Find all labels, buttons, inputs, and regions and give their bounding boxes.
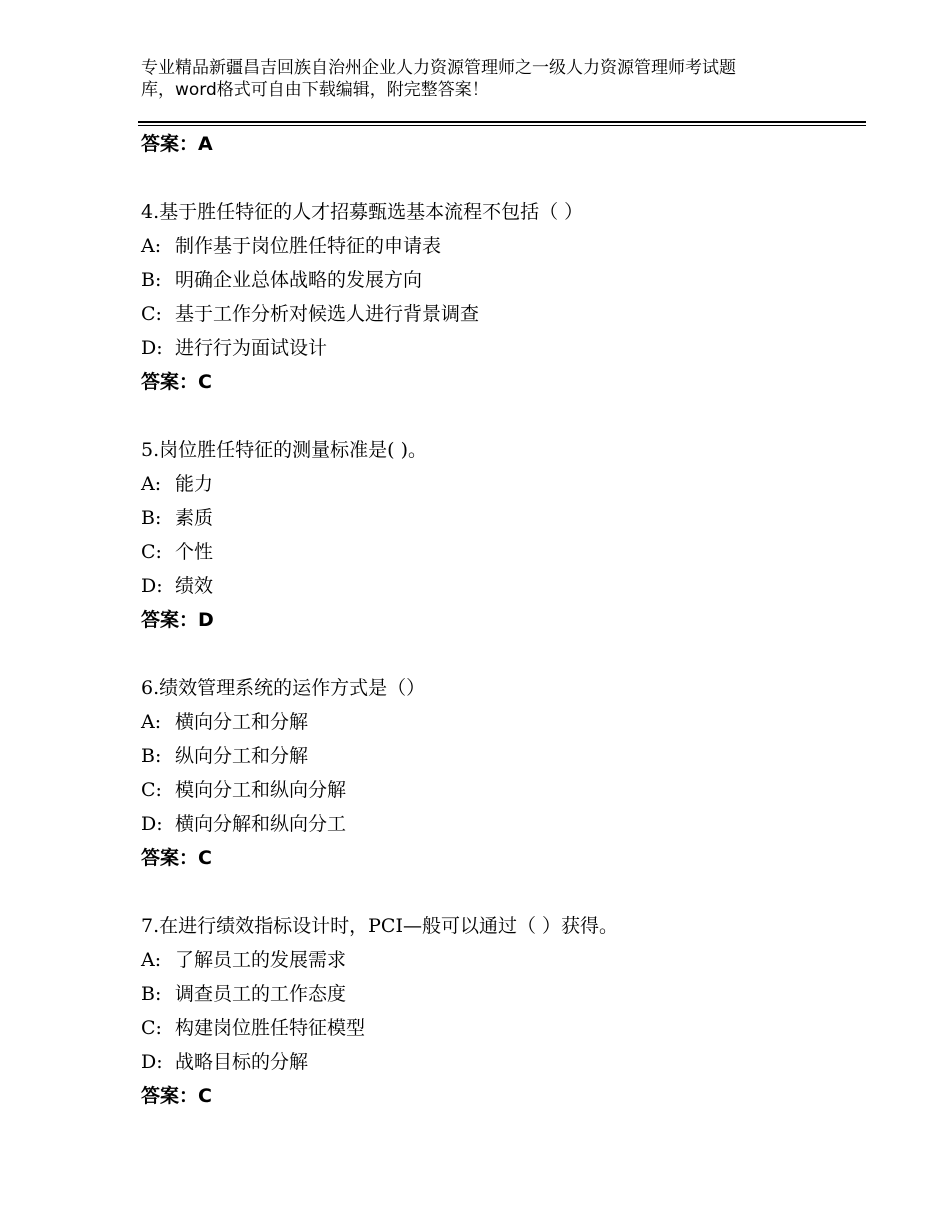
- option-letter: B:: [141, 269, 162, 291]
- question-block: [141, 909, 861, 1113]
- option-d: [141, 1045, 861, 1079]
- option-text: 能力: [175, 473, 214, 495]
- option-text: 绩效: [175, 575, 214, 597]
- document-header: [141, 57, 821, 101]
- option-letter: A:: [141, 949, 162, 971]
- option-c: [141, 1011, 861, 1045]
- option-c: [141, 773, 861, 807]
- option-c: [141, 535, 861, 569]
- option-text: 个性: [175, 541, 214, 563]
- option-text: 素质: [175, 507, 214, 529]
- option-text: 调查员工的工作态度: [175, 983, 347, 1005]
- option-text: 纵向分工和分解: [175, 745, 309, 767]
- answer-line: 答案：C: [141, 371, 212, 393]
- option-text: 制作基于岗位胜任特征的申请表: [175, 235, 442, 257]
- option-letter: D:: [141, 813, 163, 835]
- option-b: [141, 263, 861, 297]
- option-d: [141, 807, 861, 841]
- option-letter: C:: [141, 541, 162, 563]
- answer-line: 答案：C: [141, 847, 212, 869]
- option-letter: D:: [141, 575, 163, 597]
- option-letter: C:: [141, 779, 162, 801]
- option-text: 横向分工和分解: [175, 711, 309, 733]
- question-text: 6.绩效管理系统的运作方式是（）: [141, 677, 426, 699]
- answer-line: 答案：A: [141, 133, 213, 155]
- option-a: [141, 943, 861, 977]
- option-text: 模向分工和纵向分解: [175, 779, 347, 801]
- question-block: [141, 671, 861, 875]
- header-divider-thick: [138, 121, 866, 123]
- question-text: 4.基于胜任特征的人才招募甄选基本流程不包括（ ）: [141, 201, 584, 223]
- header-divider-thin: [138, 125, 866, 126]
- question-list: [141, 127, 861, 1147]
- option-b: [141, 739, 861, 773]
- question-text: 7.在进行绩效指标设计时，PCI—般可以通过（ ）获得。: [141, 915, 618, 937]
- option-text: 横向分解和纵向分工: [175, 813, 347, 835]
- option-text: 战略目标的分解: [175, 1051, 309, 1073]
- header-line-1: 专业精品新疆昌吉回族自治州企业人力资源管理师之一级人力资源管理师考试题: [141, 58, 736, 78]
- option-letter: A:: [141, 711, 162, 733]
- question-block: [141, 433, 861, 637]
- option-text: 明确企业总体战略的发展方向: [175, 269, 423, 291]
- option-a: [141, 705, 861, 739]
- option-letter: B:: [141, 983, 162, 1005]
- option-b: [141, 501, 861, 535]
- option-a: [141, 229, 861, 263]
- option-d: [141, 331, 861, 365]
- answer-line: 答案：D: [141, 609, 214, 631]
- option-text: 构建岗位胜任特征模型: [175, 1017, 366, 1039]
- option-letter: D:: [141, 337, 163, 359]
- answer-line: 答案：C: [141, 1085, 212, 1107]
- option-text: 了解员工的发展需求: [175, 949, 347, 971]
- option-letter: C:: [141, 1017, 162, 1039]
- option-letter: B:: [141, 507, 162, 529]
- option-a: [141, 467, 861, 501]
- option-letter: A:: [141, 235, 162, 257]
- option-c: [141, 297, 861, 331]
- header-line-2: 库，word格式可自由下载编辑，附完整答案！: [141, 80, 489, 100]
- option-letter: A:: [141, 473, 162, 495]
- question-text: 5.岗位胜任特征的测量标准是( )。: [141, 439, 427, 461]
- option-text: 进行行为面试设计: [175, 337, 328, 359]
- option-letter: C:: [141, 303, 162, 325]
- option-letter: D:: [141, 1051, 163, 1073]
- option-b: [141, 977, 861, 1011]
- question-block: [141, 195, 861, 399]
- option-letter: B:: [141, 745, 162, 767]
- option-d: [141, 569, 861, 603]
- option-text: 基于工作分析对候选人进行背景调查: [175, 303, 480, 325]
